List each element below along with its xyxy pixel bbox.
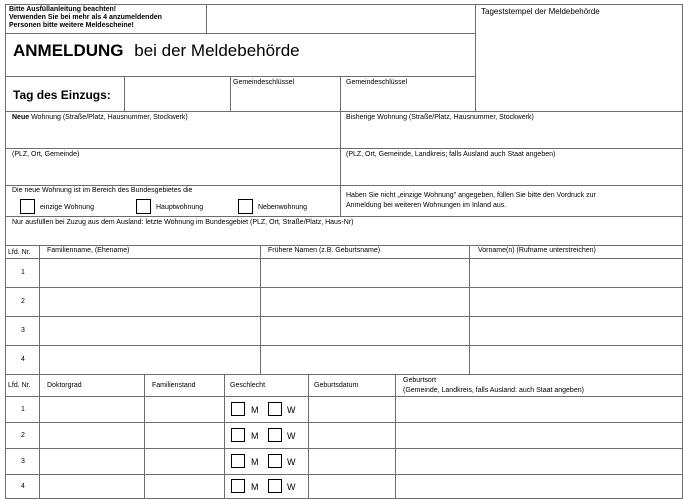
table2-row-number: 3 (21, 458, 25, 465)
male-label: M (251, 482, 259, 492)
table2-row-1-birth-date[interactable] (309, 397, 394, 422)
table2-row-2-marital-status[interactable] (145, 423, 223, 448)
table2-header-doctorate: Doktorgrad (47, 382, 82, 389)
new-address-city-label: (PLZ, Ort, Gemeinde) (12, 151, 80, 158)
table2-row-3-male-checkbox[interactable] (231, 454, 245, 468)
table2-row-1-birthplace[interactable] (396, 397, 681, 422)
table2-header-birthplace: Geburtsort (403, 377, 437, 384)
notice-side-field[interactable] (207, 5, 474, 32)
rule (5, 148, 683, 149)
old-address-city-label: (PLZ, Ort, Gemeinde, Landkreis; falls Ausland auch Staat angeben) (346, 151, 556, 158)
table1-header-former-names: Frühere Namen (z.B. Geburtsname) (268, 247, 381, 254)
table2-row-number: 4 (21, 483, 25, 490)
stamp-area (476, 18, 681, 110)
notice-line-3: Personen bitte weitere Meldescheine! (9, 22, 134, 29)
residence-type-question: Die neue Wohnung ist im Bereich des Bundesgebietes die (12, 187, 193, 194)
notice-line-2: Verwenden Sie bei mehr als 4 anzumeldenden (9, 14, 162, 21)
sole-residence-note-2: Anmeldung bei weiteren Wohnungen im Inland aus. (346, 202, 507, 209)
new-address-street-field[interactable] (6, 124, 339, 148)
table2-row-2-birth-date[interactable] (309, 423, 394, 448)
new-address-label-bold: Neue (12, 114, 30, 121)
new-address-city-field[interactable] (6, 161, 339, 185)
rule (5, 76, 476, 77)
table1-row-1-former-names[interactable] (261, 259, 468, 287)
abroad-note: Nur ausfüllen bei Zuzug aus dem Ausland: letzte Wohnung im Bundesgebiet (PLZ, Ort, Straße/Platz, Haus-Nr) (12, 219, 354, 226)
male-label: M (251, 431, 259, 441)
table1-row-4-former-names[interactable] (261, 346, 468, 374)
table2-row-4-birthplace[interactable] (396, 475, 681, 498)
page-title-rest: bei der Meldebehörde (134, 41, 300, 60)
stamp-label: Tageststempel der Meldebehörde (481, 7, 600, 16)
table1-row-3-first-names[interactable] (470, 317, 681, 345)
sole-residence-note-1: Haben Sie nicht „einzige Wohnung" angegeben, füllen Sie bitte den Vordruck zur (346, 192, 596, 199)
table1-row-2-former-names[interactable] (261, 288, 468, 316)
rule (5, 185, 683, 186)
table1-header-family-name: Familienname, (Ehename) (47, 247, 130, 254)
rule (5, 374, 683, 375)
rule (5, 216, 683, 217)
female-label: W (287, 457, 296, 467)
table2-row-number: 1 (21, 406, 25, 413)
move-in-label: Tag des Einzugs: (13, 88, 111, 102)
notice-line-1: Bitte Ausfüllanleitung beachten! (9, 6, 117, 13)
table2-header-marital-status: Familienstand (152, 382, 196, 389)
male-label: M (251, 405, 259, 415)
table2-row-4-marital-status[interactable] (145, 475, 223, 498)
table2-row-3-female-checkbox[interactable] (268, 454, 282, 468)
rule (5, 4, 6, 499)
rule (5, 33, 476, 34)
table1-row-4-family-name[interactable] (40, 346, 259, 374)
table2-row-number: 2 (21, 432, 25, 439)
table2-header-birth-date: Geburtsdatum (314, 382, 359, 389)
table2-row-4-male-checkbox[interactable] (231, 479, 245, 493)
male-label: M (251, 457, 259, 467)
table2-row-4-birth-date[interactable] (309, 475, 394, 498)
female-label: W (287, 405, 296, 415)
table1-header-first-names: Vorname(n) (Rufname unterstreichen) (478, 247, 596, 254)
table1-row-2-family-name[interactable] (40, 288, 259, 316)
table2-row-2-doctorate[interactable] (40, 423, 143, 448)
table1-row-number: 3 (21, 327, 25, 334)
main-residence-label: Hauptwohnung (156, 204, 204, 211)
table2-row-4-doctorate[interactable] (40, 475, 143, 498)
table2-row-1-male-checkbox[interactable] (231, 402, 245, 416)
table2-row-2-male-checkbox[interactable] (231, 428, 245, 442)
table1-row-3-former-names[interactable] (261, 317, 468, 345)
table2-row-1-marital-status[interactable] (145, 397, 223, 422)
page-title (13, 42, 300, 59)
table1-row-3-family-name[interactable] (40, 317, 259, 345)
page-title-bold: ANMELDUNG (13, 41, 124, 60)
female-label: W (287, 482, 296, 492)
table2-row-3-birth-date[interactable] (309, 449, 394, 474)
female-label: W (287, 431, 296, 441)
table2-row-1-doctorate[interactable] (40, 397, 143, 422)
table2-row-3-birthplace[interactable] (396, 449, 681, 474)
municipality-key-label-2: Gemeindeschlüssel (346, 79, 408, 86)
sole-residence-checkbox[interactable] (20, 199, 35, 214)
table2-header-birthplace-note: (Gemeinde, Landkreis, falls Ausland: auch Staat angeben) (403, 387, 584, 394)
new-address-label (12, 114, 188, 121)
municipality-key-field-2[interactable] (341, 88, 474, 111)
last-domestic-address-field[interactable] (6, 228, 681, 244)
rule (224, 374, 225, 499)
table1-row-2-first-names[interactable] (470, 288, 681, 316)
sole-residence-label: einzige Wohnung (40, 204, 94, 211)
table2-header-sex: Geschlecht (230, 382, 266, 389)
table1-row-number: 4 (21, 356, 25, 363)
new-address-label-rest: Wohnung (Straße/Platz, Hausnummer, Stockwerk) (29, 114, 188, 121)
old-address-city-field[interactable] (341, 161, 681, 185)
table2-row-1-female-checkbox[interactable] (268, 402, 282, 416)
table1-row-1-first-names[interactable] (470, 259, 681, 287)
secondary-residence-checkbox[interactable] (238, 199, 253, 214)
table2-row-3-marital-status[interactable] (145, 449, 223, 474)
secondary-residence-label: Nebenwohnung (258, 204, 308, 211)
table1-row-4-first-names[interactable] (470, 346, 681, 374)
table1-row-number: 1 (21, 269, 25, 276)
municipality-key-label-1: Gemeindeschlüssel (233, 79, 295, 86)
municipality-key-field-1[interactable] (231, 88, 339, 111)
table2-row-4-female-checkbox[interactable] (268, 479, 282, 493)
table1-row-1-family-name[interactable] (40, 259, 259, 287)
table1-row-number: 2 (21, 298, 25, 305)
table2-row-3-doctorate[interactable] (40, 449, 143, 474)
table1-header-number: Lfd. Nr. (8, 249, 31, 256)
rule (5, 245, 683, 246)
move-in-date-field[interactable] (125, 77, 229, 111)
old-address-street-field[interactable] (341, 124, 681, 148)
table2-header-number: Lfd. Nr. (8, 382, 31, 389)
old-address-street-label: Bisherige Wohnung (Straße/Platz, Hausnummer, Stockwerk) (346, 114, 534, 121)
rule (5, 111, 683, 112)
main-residence-checkbox[interactable] (136, 199, 151, 214)
rule (5, 498, 683, 499)
table2-row-2-female-checkbox[interactable] (268, 428, 282, 442)
table2-row-2-birthplace[interactable] (396, 423, 681, 448)
